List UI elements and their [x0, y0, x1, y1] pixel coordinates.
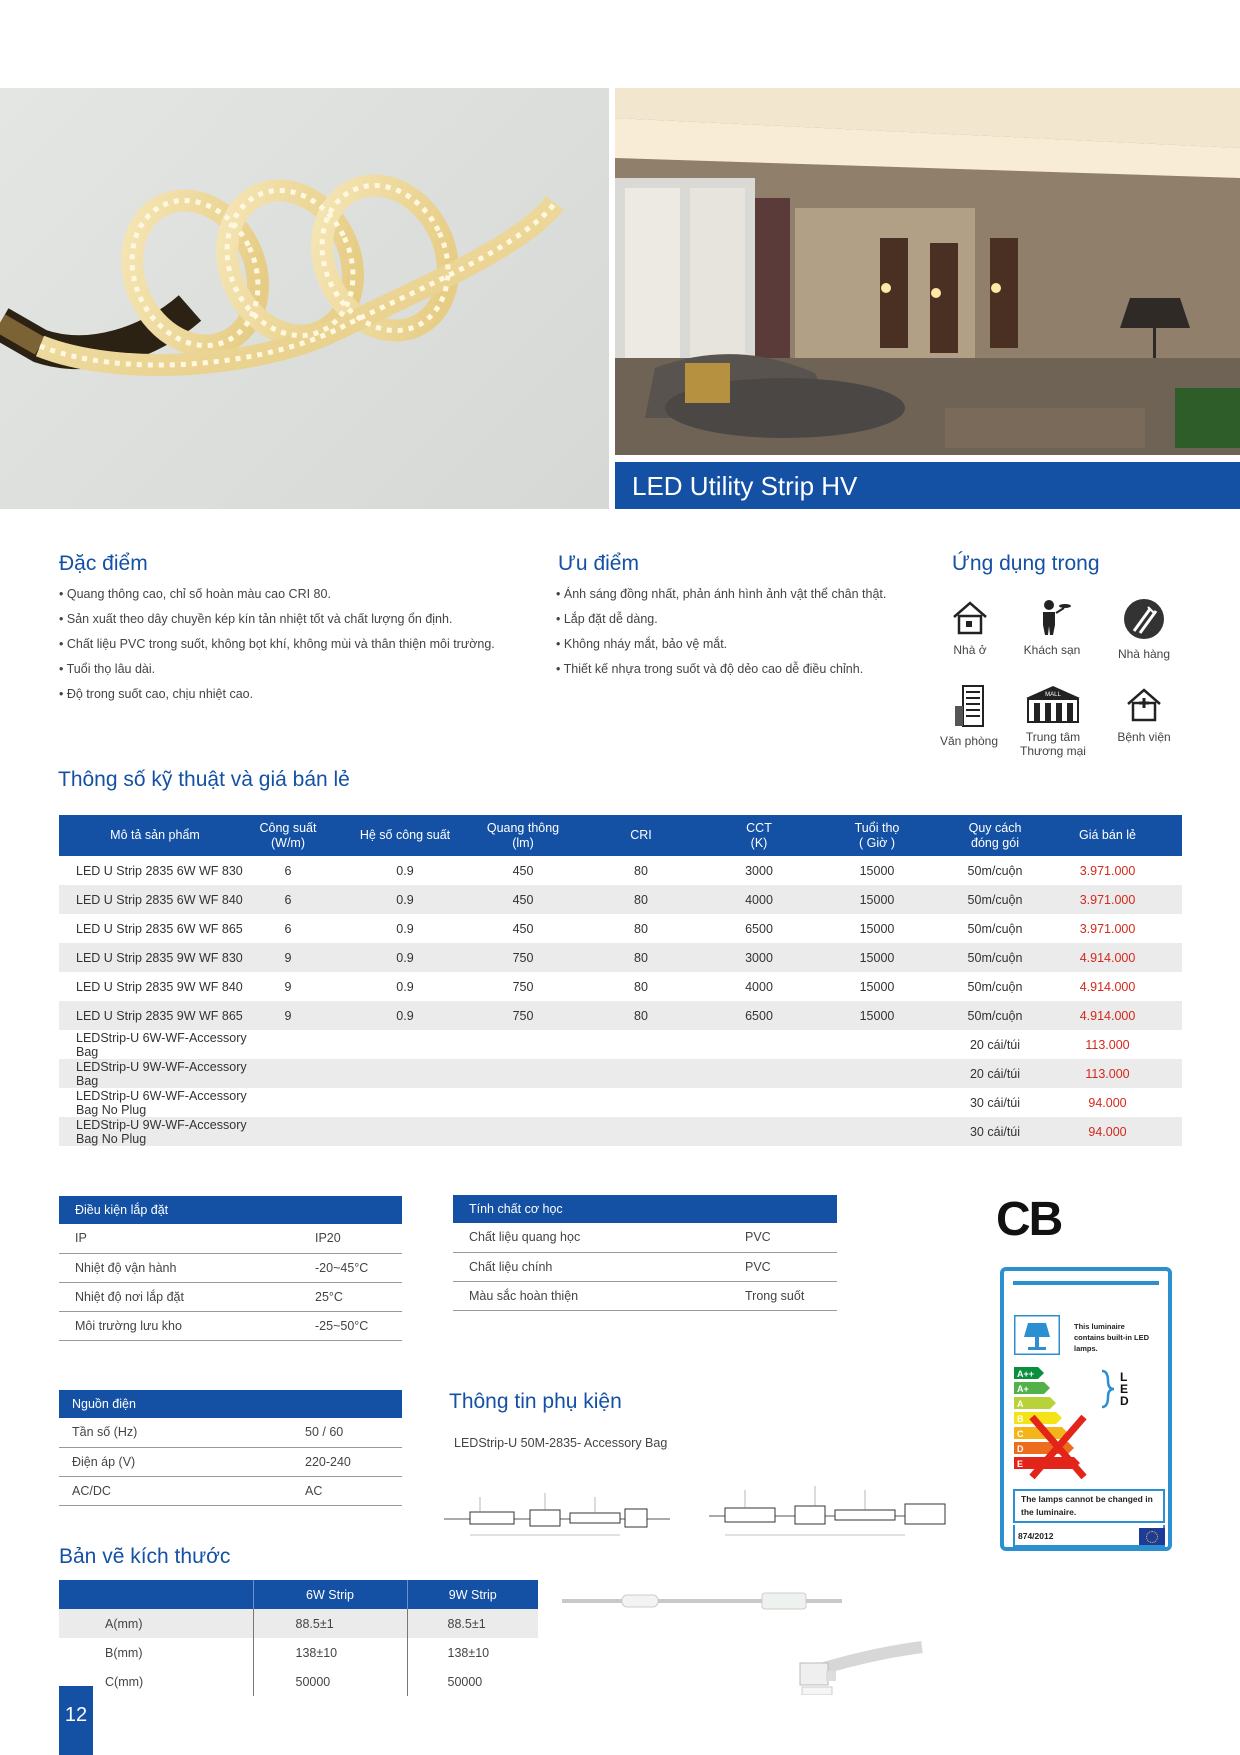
table-row	[59, 1088, 1182, 1117]
spec-value	[485, 1117, 561, 1146]
application-hero	[615, 88, 1240, 509]
spec-value: 9	[284, 979, 292, 994]
spec-value: 80	[561, 885, 721, 914]
spec-value	[797, 1059, 957, 1088]
spec-value: 80	[634, 979, 648, 994]
spec-value: 15000	[859, 979, 895, 994]
app-restaurant	[1099, 597, 1189, 661]
dimensions-table	[59, 1580, 538, 1696]
table-row	[453, 1252, 837, 1281]
spec-value	[721, 1088, 797, 1117]
spec-value	[325, 1117, 485, 1146]
app-mall	[1008, 684, 1098, 758]
dim-header: 6W Strip	[253, 1580, 407, 1609]
retail-price: 3.971.000	[1033, 885, 1182, 914]
power-value: AC	[289, 1476, 402, 1505]
table-row	[59, 1059, 1182, 1088]
feature-item: • Chất liệu PVC trong suốt, không bọt khí, không mùi và thân thiện môi trường.	[59, 632, 495, 657]
product-description: LED U Strip 2835 9W WF 865	[59, 1001, 251, 1030]
energy-grades	[1014, 1367, 1164, 1485]
retail-price: 94.000	[1088, 1095, 1127, 1110]
spec-value	[251, 1030, 325, 1059]
spec-value: 9	[251, 1001, 325, 1030]
power-table	[59, 1390, 402, 1506]
mechanical-value: Trong suốt	[729, 1281, 837, 1310]
spec-value	[251, 1088, 325, 1117]
waiter-icon	[1032, 597, 1072, 637]
cb-mark: CB	[996, 1193, 1062, 1246]
dim-value: 50000	[253, 1667, 407, 1696]
spec-value: 20 cái/túi	[969, 1037, 1021, 1052]
table-row	[59, 943, 1182, 972]
applications-heading: Ứng dụng trong	[952, 552, 1100, 575]
spec-value: 80	[561, 1001, 721, 1030]
table-row	[59, 914, 1182, 943]
table-row	[59, 1418, 402, 1447]
spec-value: 80	[561, 943, 721, 972]
spec-value: 6	[284, 921, 292, 936]
mechanical-heading: Tính chất cơ học	[453, 1195, 837, 1223]
specs-header-cell: Quang thông (lm)	[485, 815, 561, 856]
specs-header-row	[59, 815, 1182, 856]
spec-value	[797, 1117, 957, 1146]
hospital-icon	[1124, 684, 1164, 724]
spec-value: 6500	[721, 1001, 797, 1030]
product-description: LEDStrip-U 9W-WF-Accessory Bag No Plug	[59, 1117, 251, 1146]
install-label: Môi trường lưu kho	[59, 1311, 299, 1340]
accessory-heading: Thông tin phụ kiện	[449, 1390, 622, 1413]
table-row	[59, 1476, 402, 1505]
app-label: Văn phòng	[939, 734, 999, 748]
spec-value: 450	[512, 863, 534, 878]
dim-value: 88.5±1	[253, 1609, 407, 1638]
install-value: -20~45°C	[299, 1253, 402, 1282]
label-text: This luminaire contains built-in LED lamps.	[1074, 1322, 1149, 1353]
mechanical-table	[453, 1195, 837, 1311]
spec-value: 750	[485, 943, 561, 972]
table-row	[59, 1001, 1182, 1030]
spec-value: 30 cái/túi	[969, 1095, 1021, 1110]
spec-value: 450	[512, 921, 534, 936]
product-description: LED U Strip 2835 6W WF 830	[76, 863, 243, 878]
retail-price: 94.000	[1033, 1117, 1182, 1146]
spec-value: 50m/cuộn	[957, 943, 1033, 972]
spec-value	[561, 1088, 721, 1117]
grade-label: E	[1017, 1459, 1024, 1469]
lamp-icon	[1014, 1315, 1060, 1355]
spec-value: 450	[485, 885, 561, 914]
specs-header-cell: Hệ số công suất	[325, 815, 485, 856]
product-description: LED U Strip 2835 9W WF 830	[59, 943, 251, 972]
power-value: 50 / 60	[289, 1418, 402, 1447]
spec-value	[561, 1030, 721, 1059]
specs-header-cell: Giá bán lẻ	[1033, 815, 1182, 856]
power-heading: Nguồn điện	[59, 1390, 402, 1418]
advantages-heading: Ưu điểm	[558, 552, 639, 575]
spec-value: 3000	[721, 943, 797, 972]
power-label: Điện áp (V)	[59, 1447, 289, 1476]
office-building-icon	[949, 684, 989, 728]
install-label: Nhiệt độ vận hành	[59, 1253, 299, 1282]
features-heading: Đặc điểm	[59, 552, 148, 575]
spec-value	[251, 1117, 325, 1146]
spec-value: 50m/cuộn	[967, 979, 1023, 994]
dim-label: B(mm)	[59, 1638, 253, 1667]
app-office	[924, 684, 1014, 748]
dim-value: 138±10	[447, 1645, 490, 1660]
spec-value: 0.9	[325, 943, 485, 972]
install-value: 25°C	[299, 1282, 402, 1311]
spec-value: 0.9	[325, 1001, 485, 1030]
app-label: Nhà ở	[953, 643, 987, 657]
product-description: LED U Strip 2835 6W WF 840	[59, 885, 251, 914]
table-row	[59, 1638, 538, 1667]
product-description: LEDStrip-U 9W-WF-Accessory Bag	[59, 1059, 251, 1088]
specs-table	[59, 815, 1182, 1146]
dimensions-heading: Bản vẽ kích thước	[59, 1545, 231, 1568]
mechanical-value: PVC	[729, 1252, 837, 1281]
spec-value: 6500	[745, 921, 773, 936]
mall-icon	[1024, 684, 1082, 724]
grade-label: A++	[1017, 1369, 1035, 1379]
spec-value	[561, 1059, 721, 1088]
mechanical-value: PVC	[729, 1223, 837, 1252]
specs-body	[59, 856, 1182, 1146]
retail-price: 4.914.000	[1079, 979, 1136, 994]
app-label: Bệnh viện	[1117, 730, 1171, 744]
mechanical-label: Màu sắc hoàn thiện	[453, 1281, 729, 1310]
led-vertical-text: LED	[1120, 1370, 1129, 1408]
advantage-item: • Ánh sáng đồng nhất, phản ánh hình ảnh vật thể chân thật.	[556, 582, 886, 607]
spec-value: 6	[251, 885, 325, 914]
product-title-bar	[615, 462, 1240, 509]
specs-header-cell: Mô tả sản phẩm	[59, 815, 251, 856]
retail-price: 4.914.000	[1033, 943, 1182, 972]
app-label: Khách sạn	[1023, 643, 1081, 657]
spec-value: 80	[634, 863, 648, 878]
dim-label: A(mm)	[59, 1609, 253, 1638]
spec-value: 4000	[745, 979, 773, 994]
spec-value: 4000	[721, 885, 797, 914]
spec-value	[485, 1088, 561, 1117]
grade-label: A+	[1017, 1384, 1029, 1394]
table-row	[59, 856, 1182, 885]
dim-label: C(mm)	[59, 1667, 253, 1696]
table-row	[59, 1311, 402, 1340]
table-row	[59, 1253, 402, 1282]
retail-price: 3.971.000	[1079, 921, 1136, 936]
advantage-item: • Thiết kế nhựa trong suốt và độ dẻo cao dễ điều chỉnh.	[556, 657, 886, 682]
spec-value	[721, 1030, 797, 1059]
spec-value	[721, 1117, 797, 1146]
specs-heading: Thông số kỹ thuật và giá bán lẻ	[58, 768, 350, 791]
eu-flag-icon	[1139, 1528, 1165, 1545]
retail-price: 113.000	[1033, 1059, 1182, 1088]
table-row	[59, 1667, 538, 1696]
product-description: LEDStrip-U 6W-WF-Accessory Bag	[76, 1030, 247, 1059]
app-label: Nhà hàng	[1117, 647, 1171, 661]
accessory-subtitle: LEDStrip-U 50M-2835- Accessory Bag	[454, 1436, 668, 1450]
dim-value: 138±10	[253, 1638, 407, 1667]
dim-value: 50000	[447, 1674, 483, 1689]
table-row	[59, 1609, 538, 1638]
spec-value	[485, 1030, 561, 1059]
spec-value: 20 cái/túi	[957, 1059, 1033, 1088]
table-row	[453, 1281, 837, 1310]
specs-header-cell: CRI	[561, 815, 721, 856]
spec-value: 15000	[797, 943, 957, 972]
spec-value: 9	[251, 943, 325, 972]
feature-item: • Quang thông cao, chỉ số hoàn màu cao CRI 80.	[59, 582, 495, 607]
warning-text: The lamps cannot be changed in the luminaire.	[1013, 1489, 1165, 1523]
spec-value: 50m/cuộn	[967, 863, 1023, 878]
dim-header	[59, 1580, 253, 1609]
mechanical-label: Chất liệu chính	[453, 1252, 729, 1281]
spec-value: 0.9	[396, 921, 414, 936]
advantages-list	[556, 582, 886, 682]
spec-value	[325, 1088, 485, 1117]
grade-label: A	[1017, 1399, 1024, 1409]
feature-item: • Sản xuất theo dây chuyền kép kín tản nhiệt tốt và chất lượng ổn định.	[59, 607, 495, 632]
spec-value: 0.9	[325, 885, 485, 914]
install-value: IP20	[299, 1224, 402, 1253]
spec-value	[251, 1059, 325, 1088]
house-icon	[950, 597, 990, 637]
power-label: Tần số (Hz)	[59, 1418, 289, 1447]
table-row	[59, 1030, 1182, 1059]
install-label: Nhiệt độ nơi lắp đặt	[59, 1282, 299, 1311]
led-strip-photo	[0, 88, 609, 509]
spec-value: 50m/cuộn	[967, 921, 1023, 936]
accessory-drawing-left	[440, 1485, 680, 1545]
product-description: LED U Strip 2835 6W WF 865	[76, 921, 243, 936]
table-row	[59, 1224, 402, 1253]
grade-label: B	[1017, 1414, 1024, 1424]
table-row	[453, 1223, 837, 1252]
spec-value: 30 cái/túi	[957, 1117, 1033, 1146]
regulation-number: 874/2012	[1018, 1531, 1054, 1541]
spec-value: 50m/cuộn	[957, 1001, 1033, 1030]
spec-value	[485, 1059, 561, 1088]
spec-value: 0.9	[396, 979, 414, 994]
living-room-photo	[615, 88, 1240, 455]
table-row	[59, 885, 1182, 914]
app-label: Trung tâm Thương mại	[1020, 730, 1086, 758]
install-value: -25~50°C	[299, 1311, 402, 1340]
power-value: 220-240	[289, 1447, 402, 1476]
app-hospital	[1099, 684, 1189, 744]
dim-header: 9W Strip	[407, 1580, 538, 1609]
table-row	[59, 1282, 402, 1311]
specs-header-cell: CCT (K)	[721, 815, 797, 856]
install-heading: Điều kiện lắp đặt	[59, 1196, 402, 1224]
spec-value: 15000	[797, 1001, 957, 1030]
energy-label	[1000, 1267, 1172, 1551]
spec-value: 6	[284, 863, 292, 878]
grade-label: C	[1017, 1429, 1024, 1439]
retail-price: 3.971.000	[1079, 863, 1136, 878]
install-label: IP	[59, 1224, 299, 1253]
specs-header-cell: Tuổi thọ ( Giờ )	[797, 815, 957, 856]
retail-price: 113.000	[1085, 1037, 1130, 1052]
brace	[1102, 1371, 1114, 1407]
spec-value: 80	[634, 921, 648, 936]
spec-value	[797, 1030, 957, 1059]
spec-value: 750	[485, 1001, 561, 1030]
product-description: LEDStrip-U 6W-WF-Accessory Bag No Plug	[76, 1088, 247, 1117]
specs-header-cell: Công suất (W/m)	[251, 815, 325, 856]
spec-value	[721, 1059, 797, 1088]
page-number: 12	[59, 1686, 93, 1755]
specs-header-cell: Quy cách đóng gói	[957, 815, 1033, 856]
app-hotel	[1007, 597, 1097, 657]
spec-value: 3000	[745, 863, 773, 878]
retail-price: 4.914.000	[1033, 1001, 1182, 1030]
spec-value: 15000	[859, 863, 895, 878]
accessory-drawing-right	[705, 1480, 950, 1545]
dimensions-header-row	[59, 1580, 538, 1609]
product-title: LED Utility Strip HV	[632, 471, 858, 501]
app-home	[925, 597, 1015, 657]
feature-item: • Tuổi thọ lâu dài.	[59, 657, 495, 682]
spec-value	[325, 1059, 485, 1088]
features-list	[59, 582, 495, 707]
dim-value: 88.5±1	[407, 1609, 538, 1638]
advantage-item: • Lắp đặt dễ dàng.	[556, 607, 886, 632]
spec-value	[325, 1030, 485, 1059]
feature-item: • Độ trong suốt cao, chịu nhiệt cao.	[59, 682, 495, 707]
advantage-item: • Không nháy mắt, bảo vệ mắt.	[556, 632, 886, 657]
install-table	[59, 1196, 402, 1341]
grade-label: D	[1017, 1444, 1024, 1454]
connector-illustration	[562, 1585, 942, 1695]
table-row	[59, 972, 1182, 1001]
mechanical-label: Chất liệu quang học	[453, 1223, 729, 1252]
spec-value	[797, 1088, 957, 1117]
spec-value: 750	[512, 979, 534, 994]
power-label: AC/DC	[59, 1476, 289, 1505]
cutlery-icon	[1122, 597, 1166, 641]
table-row	[59, 1117, 1182, 1146]
spec-value: 15000	[859, 921, 895, 936]
svg-text:MALL: MALL	[1045, 692, 1061, 698]
spec-value: 0.9	[396, 863, 414, 878]
product-description: LED U Strip 2835 9W WF 840	[76, 979, 243, 994]
spec-value	[561, 1117, 721, 1146]
spec-value: 50m/cuộn	[957, 885, 1033, 914]
table-row	[59, 1447, 402, 1476]
spec-value: 15000	[797, 885, 957, 914]
